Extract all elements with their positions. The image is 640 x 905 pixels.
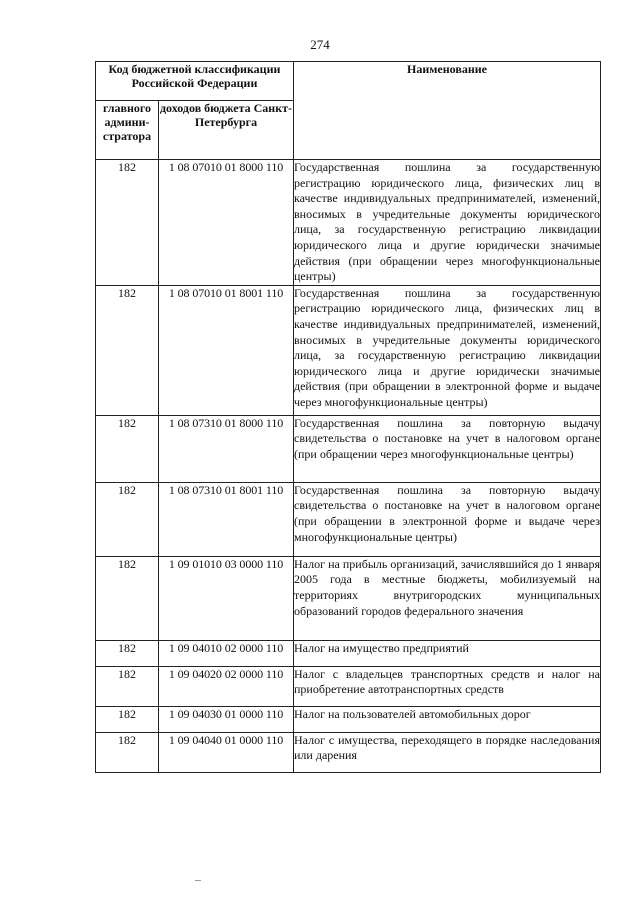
income-code-cell: 1 08 07310 01 8000 110: [159, 415, 294, 482]
table-row: [96, 556, 601, 640]
name-cell: Государственная пошлина за повторную выдачу свидетельства о постановке на учет в налоговом органе (при обращении в электронной форме и выдаче через многофункциональные центры): [294, 482, 601, 556]
header-main-administrator: главного админи-стратора: [96, 101, 159, 160]
table-row: [96, 732, 601, 772]
admin-code-cell: 182: [96, 160, 159, 286]
name-cell: Налог на имущество предприятий: [294, 640, 601, 666]
table-row: [96, 415, 601, 482]
admin-code-cell: 182: [96, 732, 159, 772]
admin-code-cell: 182: [96, 706, 159, 732]
admin-code-cell: 182: [96, 666, 159, 706]
table-row: [96, 706, 601, 732]
header-name: Наименование: [294, 62, 601, 160]
income-code-cell: 1 09 01010 03 0000 110: [159, 556, 294, 640]
name-cell: Налог на пользователей автомобильных дорог: [294, 706, 601, 732]
income-code-cell: 1 08 07310 01 8001 110: [159, 482, 294, 556]
income-code-cell: 1 09 04040 01 0000 110: [159, 732, 294, 772]
page-number: 274: [310, 37, 330, 52]
income-code-cell: 1 09 04010 02 0000 110: [159, 640, 294, 666]
scan-mark: [195, 880, 201, 881]
income-code-cell: 1 08 07010 01 8001 110: [159, 285, 294, 415]
budget-classification-table: [95, 61, 601, 773]
income-code-cell: 1 08 07010 01 8000 110: [159, 160, 294, 286]
table-row: [96, 666, 601, 706]
name-cell: Государственная пошлина за государственную регистрацию юридического лица, физических лиц в качестве индивидуальных предпринимателей, изменений, вносимых в учредительные документы юридического лица, за государственную регистрацию ликвидации юридического лица и другие юридически значимые действия (при обращении в электронной форме и выдаче через многофункциональные центры): [294, 285, 601, 415]
name-cell: Государственная пошлина за повторную выдачу свидетельства о постановке на учет в налоговом органе (при обращении через многофункциональные центры): [294, 415, 601, 482]
header-budget-income: доходов бюджета Санкт-Петербурга: [159, 101, 294, 160]
admin-code-cell: 182: [96, 285, 159, 415]
admin-code-cell: 182: [96, 482, 159, 556]
table-row: [96, 285, 601, 415]
table-row: [96, 160, 601, 286]
table-row: [96, 482, 601, 556]
name-cell: Налог с имущества, переходящего в порядке наследования или дарения: [294, 732, 601, 772]
name-cell: Налог на прибыль организаций, зачислявшийся до 1 января 2005 года в местные бюджеты, мобилизуемый на территориях внутригородских муниципальных образований городов федерального значения: [294, 556, 601, 640]
name-cell: Государственная пошлина за государственную регистрацию юридического лица, физических лиц в качестве индивидуальных предпринимателей, изменений, вносимых в учредительные документы юридического лица, за государственную регистрацию ликвидации юридического лица и другие юридически значимые действия (при обращении через многофункциональные центры): [294, 160, 601, 286]
name-cell: Налог с владельцев транспортных средств и налог на приобретение автотранспортных средств: [294, 666, 601, 706]
table-row: [96, 640, 601, 666]
admin-code-cell: 182: [96, 415, 159, 482]
admin-code-cell: 182: [96, 640, 159, 666]
admin-code-cell: 182: [96, 556, 159, 640]
income-code-cell: 1 09 04030 01 0000 110: [159, 706, 294, 732]
income-code-cell: 1 09 04020 02 0000 110: [159, 666, 294, 706]
header-budget-classification-code: Код бюджетной классификации Российской Федерации: [96, 62, 294, 101]
